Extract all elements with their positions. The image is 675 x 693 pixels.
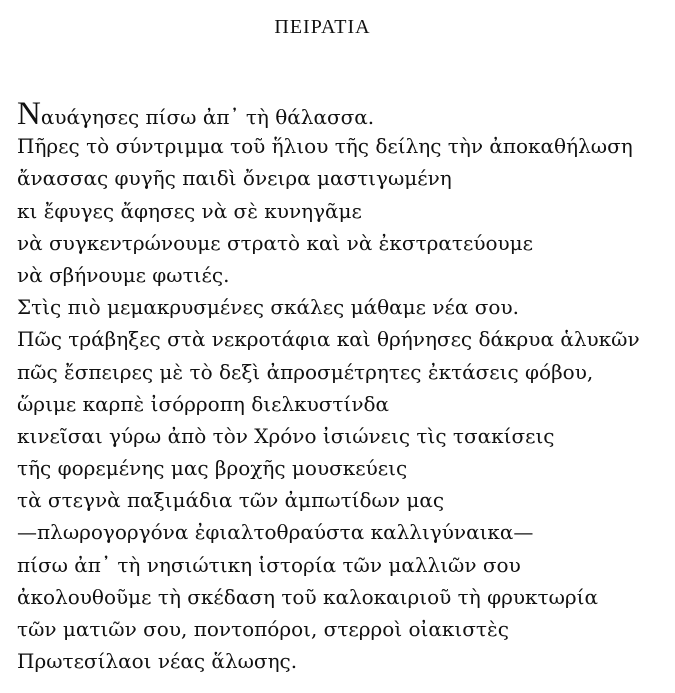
poem-line-12: τῆς φορεμένης μας βροχῆς μουσκεύεις <box>17 456 408 481</box>
poem-line-13: τὰ στεγνὰ παξιμάδια τῶν ἀμπωτίδων μας <box>17 488 445 513</box>
poem-line-16: ἀκολουθοῦμε τὴ σκέδαση τοῦ καλοκαιριοῦ τὴ φρυκτωρία <box>17 584 598 609</box>
poem-body <box>17 98 667 677</box>
drop-cap: N <box>17 96 41 132</box>
poem-line-17: τῶν ματιῶν σου, ποντοπόροι, στερροὶ οἰακιστὲς <box>17 617 509 641</box>
poem-line-11: κινεῖσαι γύρω ἀπὸ τὸν Χρόνο ἰσιώνεις τὶς τσακίσεις <box>17 423 555 448</box>
poem-line-10: ὥριμε καρπὲ ἰσόρροπη διελκυστίνδα <box>17 391 390 416</box>
poem-line-9: πῶς ἔσπειρες μὲ τὸ δεξὶ ἀπροσμέτρητες ἐκτάσεις φόβου, <box>17 359 594 384</box>
poem-line-8: Πῶς τράβηξες στὰ νεκροτάφια καὶ θρήνησες δάκρυα ἁλυκῶν <box>17 327 640 352</box>
poem-line-7: Στὶς πιὸ μεμακρυσμένες σκάλες μάθαμε νέα σου. <box>17 295 519 320</box>
poem-title: ΠΕΙΡΑΤΙΑ <box>274 16 371 38</box>
poem-line-3: ἄνασσας φυγῆς παιδὶ ὄνειρα μαστιγωμένη <box>17 166 452 191</box>
poem-line-2: Πῆρες τὸ σύντριμμα τοῦ ἥλιου τῆς δείλης τὴν ἀποκαθήλωση <box>17 134 633 159</box>
poem-line-4: κι ἔφυγες ἄφησες νὰ σὲ κυνηγᾶμε <box>17 198 362 223</box>
poem-line-1 <box>17 98 667 130</box>
poem-line-18: Πρωτεσίλαοι νέας ἅλωσης. <box>17 649 298 674</box>
poem-line-15: πίσω ἀπ᾿ τὴ νησιώτικη ἱστορία τῶν μαλλιῶν σου <box>17 552 521 577</box>
poem-line-14: —πλωρογοργόνα ἐφιαλτοθραύστα καλλιγύναικα— <box>17 520 534 545</box>
poem-line-6: νὰ σβήνουμε φωτιές. <box>17 262 230 287</box>
poem-line-5: νὰ συγκεντρώνουμε στρατὸ καὶ νὰ ἐκστρατεύουμε <box>17 230 534 255</box>
poem-line-1-text: αυάγησες πίσω ἀπ᾿ τὴ θάλασσα. <box>40 105 375 129</box>
